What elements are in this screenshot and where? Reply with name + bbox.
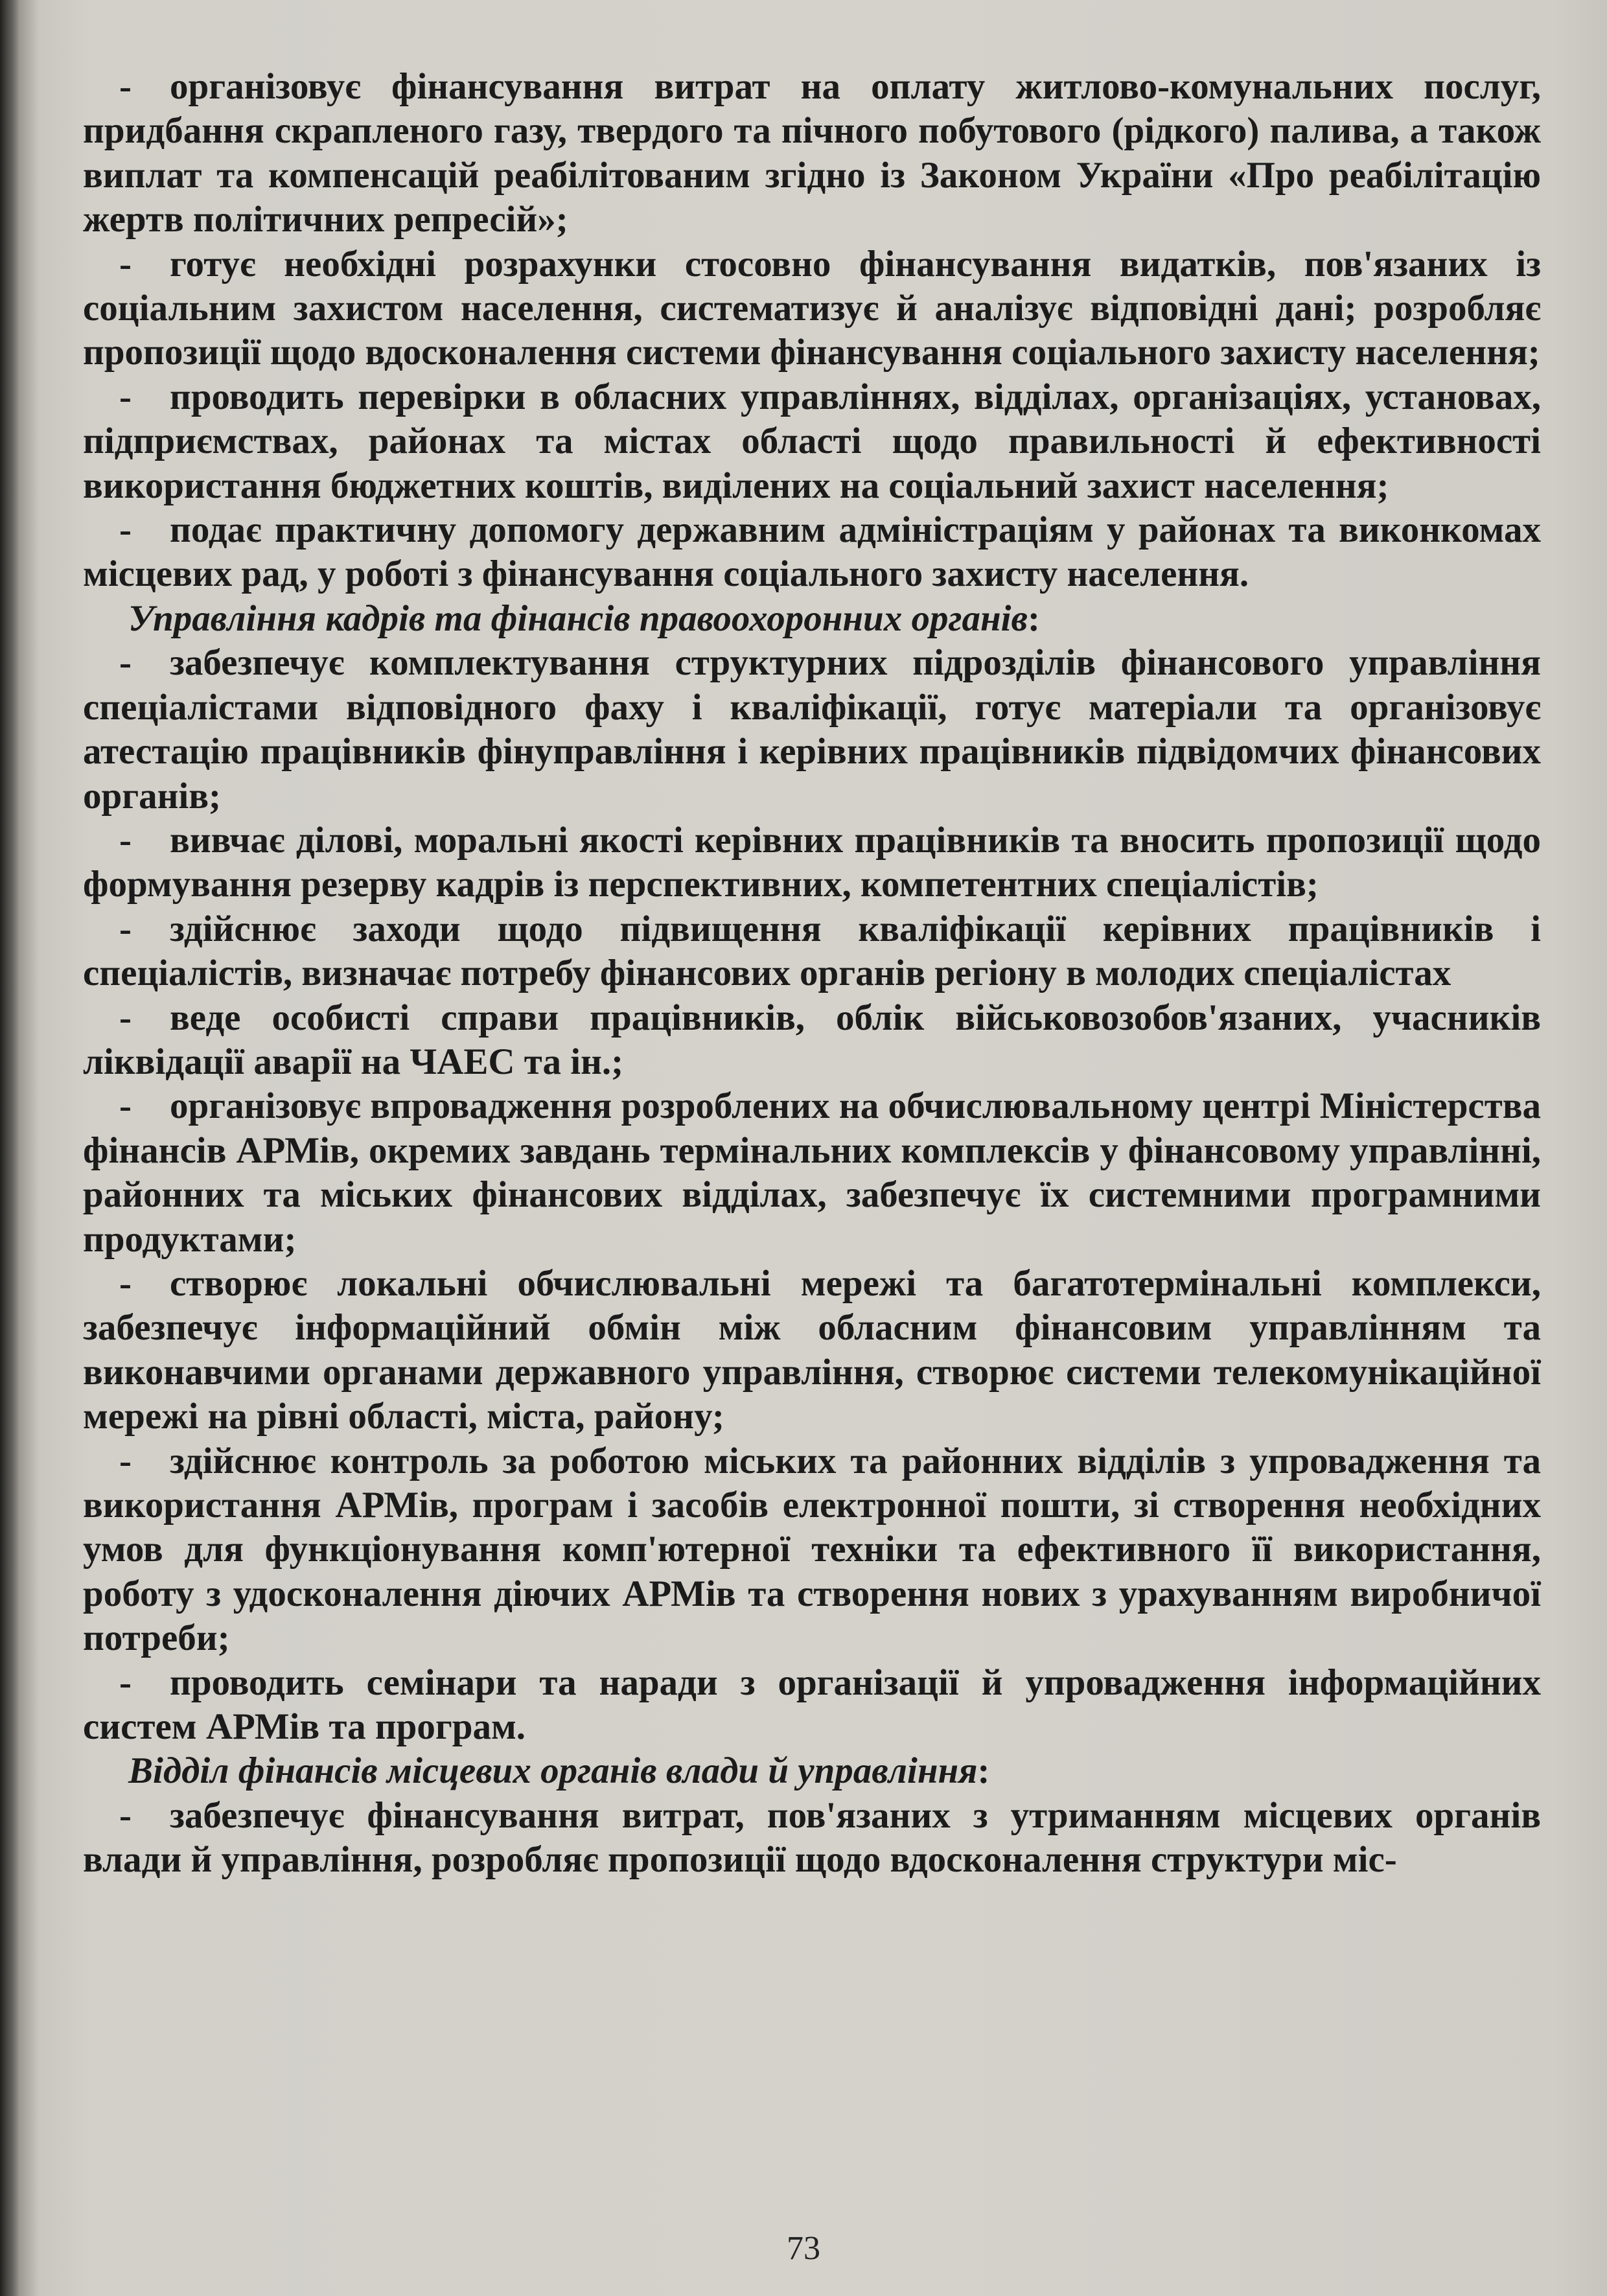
list-item: [83, 1262, 1541, 1439]
list-bullet: -: [119, 66, 132, 107]
list-item-text: вивчає ділові, моральні якості керівних працівників та вносить пропозиції щодо формування резерву кадрів із перспективних, компетентних спеціалістів;: [83, 819, 1541, 905]
list-item-text: організовує фінансування витрат на оплату житлово-комунальних послуг, придбання скрапленого газу, твердого та пічного побутового (рідкого) палива, а також виплат та компенсацій реабілітованим згідно із Законом України «Про реабілітацію жертв політичних репресій»;: [83, 66, 1541, 240]
list-bullet: -: [119, 1440, 132, 1481]
section-heading-title: Управління кадрів та фінансів правоохоронних органів: [128, 597, 1028, 639]
list-item: [83, 641, 1541, 818]
page-number: 73: [787, 2230, 820, 2267]
body-text: [83, 65, 1541, 1883]
list-item-text: забезпечує фінансування витрат, пов'язаних з утриманням місцевих органів влади й управління, розробляє пропозиції щодо вдосконалення структури міс-: [83, 1794, 1541, 1881]
list-item: [83, 907, 1541, 996]
section-heading-colon: :: [977, 1750, 990, 1792]
list-item: [83, 375, 1541, 508]
list-item: [83, 1439, 1541, 1661]
list-item: [83, 1084, 1541, 1262]
list-bullet: -: [119, 642, 132, 684]
list-item: [83, 996, 1541, 1085]
list-item-text: проводить перевірки в обласних управліннях, відділах, організаціях, установах, підприємствах, районах та містах області щодо правильності й ефективності використання бюджетних коштів, виділених на соціальний захист населення;: [83, 376, 1541, 506]
list-item-text: готує необхідні розрахунки стосовно фінансування видатків, пов'язаних із соціальним захистом населення, систематизує й аналізує відповідні дані; розробляє пропозиції щодо вдосконалення системи фінансування соціального захисту населення;: [83, 243, 1541, 373]
list-bullet: -: [119, 1794, 132, 1836]
list-item: [83, 65, 1541, 242]
list-item: [83, 1794, 1541, 1883]
list-item-text: здійснює заходи щодо підвищення кваліфікації керівних працівників і спеціалістів, визначає потребу фінансових органів регіону в молодих спеціалістах: [83, 908, 1541, 994]
list-bullet: -: [119, 819, 132, 861]
list-bullet: -: [119, 376, 132, 417]
list-item: [83, 818, 1541, 907]
list-item: [83, 1661, 1541, 1750]
section-heading: [83, 1749, 1541, 1793]
section-heading-colon: :: [1027, 597, 1040, 639]
list-bullet: -: [119, 243, 132, 284]
list-item-text: веде особисті справи працівників, облік військовозобов'язаних, учасників ліквідації аварії на ЧАЕС та ін.;: [83, 997, 1541, 1082]
list-item-text: організовує впровадження розроблених на обчислювальному центрі Міністерства фінансів АРМів, окремих завдань термінальних комплексів у фінансовому управлінні, районних та міських фінансових відділах, забезпечує їх системними програмними продуктами;: [83, 1085, 1541, 1260]
list-bullet: -: [119, 908, 132, 949]
list-item-text: проводить семінари та наради з організації й упровадження інформаційних систем АРМів та програм.: [83, 1662, 1541, 1748]
binding-shadow: [0, 0, 19, 2296]
list-item: [83, 508, 1541, 597]
list-bullet: -: [119, 1085, 132, 1127]
list-item-text: забезпечує комплектування структурних підрозділів фінансового управління спеціалістами відповідного фаху і кваліфікації, готує матеріали та організовує атестацію працівників фінуправління і керівних працівників підвідомчих фінансових органів;: [83, 642, 1541, 817]
list-item-text: здійснює контроль за роботою міських та районних відділів з упровадження та використання АРМів, програм і засобів електронної пошти, зі створення необхідних умов для функціонування комп'ютерної техніки та ефективного її використання, роботу з удосконалення діючих АРМів та створення нових з урахуванням виробничої потреби;: [83, 1440, 1541, 1659]
list-bullet: -: [119, 997, 132, 1038]
list-bullet: -: [119, 1262, 132, 1304]
list-item-text: подає практичну допомогу державним адміністраціям у районах та виконкомах місцевих рад, у роботі з фінансування соціального захисту населення.: [83, 509, 1541, 595]
list-item-text: створює локальні обчислювальні мережі та багатотермінальні комплекси, забезпечує інформаційний обмін між обласним фінансовим управлінням та виконавчими органами державного управління, створює системи телекомунікаційної мережі на рівні області, міста, району;: [83, 1262, 1541, 1437]
list-bullet: -: [119, 1662, 132, 1703]
section-heading-title: Відділ фінансів місцевих органів влади й управління: [128, 1750, 978, 1792]
section-heading: [83, 597, 1541, 641]
list-item: [83, 242, 1541, 375]
list-bullet: -: [119, 509, 132, 551]
